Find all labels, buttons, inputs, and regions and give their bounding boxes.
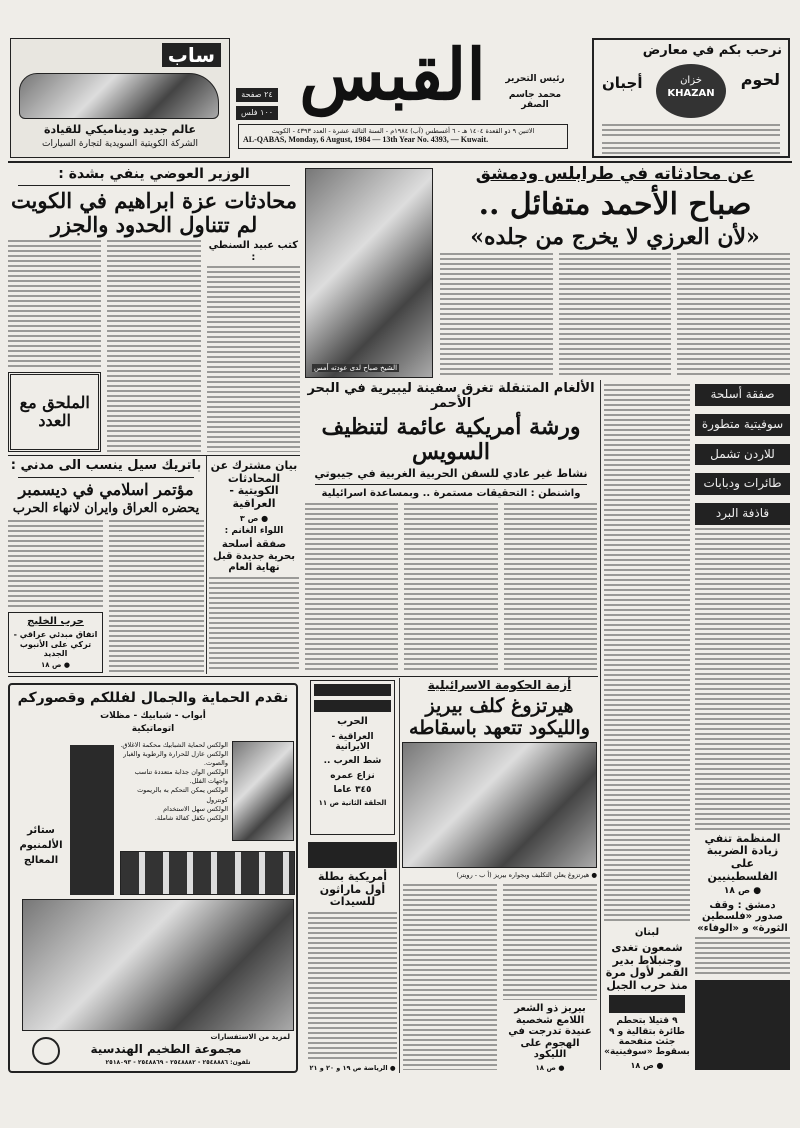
marathon-headline: أمريكية بطلة أول ماراثون للسيدات (318, 870, 387, 909)
qabas-box: الحرب العراقية - الايرانية شط العرب .. نزاع عمره ٣٤٥ عاما الحلقة الثانية ص ١١ (310, 680, 395, 835)
sabah-subhead: «لأن العرزي لا يخرج من جلده» (470, 224, 760, 251)
mines-subhead: نشاط غير عادي للسفن الحربية الغربية في جيبوتي (314, 467, 588, 481)
side-slogan: ستائر الألمنيوم المعالج (14, 823, 68, 868)
seale-headline: مؤتمر اسلامي في ديسمبر (18, 479, 194, 499)
navy-headline: صفقة أسلحة بحرية جديدة قبل نهاية العام (213, 539, 295, 574)
price: ١٠٠ فلس (236, 106, 278, 120)
gulf-box: حرب الخليج اتفاق مبدئي عراقي - تركي على الأنبوب الجديد ● ص ١٨ (8, 612, 103, 673)
supplement-box: الملحق مع العدد (8, 372, 101, 452)
iraq-story (8, 166, 300, 452)
sabah-kicker: عن محادثاته في طرابلس ودمشق (475, 164, 755, 184)
masthead-rule (8, 161, 792, 163)
sabah-story (440, 165, 790, 378)
soviet-headline: ٩ قتيلا بتحطم طائرة بتقالية و ٩ جثث متفحمة بسقوط «سوفينية» (604, 1016, 690, 1058)
lebanon-headline: شمعون تغدى وجنبلاط بدير القمر لأول مرة منذ حرب الجبل (605, 940, 689, 992)
saab-dealer: الشركة الكويتية السويدية لتجارة السيارات (41, 139, 198, 149)
saab-ad (10, 38, 230, 158)
khazan-logo: خزان KHAZAN (656, 64, 726, 118)
sabah-photo (305, 168, 433, 378)
joint-statement: بيان مشترك عن المحادثات الكويتية - العراقية (210, 459, 298, 510)
editor-name: محمد جاسم الصقر (508, 90, 562, 110)
herzog-peres-photo (402, 742, 597, 868)
seale-kicker: باتريك سيل ينسب الى مدني : (10, 458, 202, 473)
israel-story: أزمة الحكومة الاسرائيلية هيرتزوغ كلف بيريز والليكود تتعهد باسقاطه ● هيرتزوغ يعلن التكليف وبجواره بيريز (أ ب - رويتر) (402, 679, 597, 879)
right-column-b: صفقة أسلحة سوفيتية متطورة للاردن تشمل طائرات ودبابات قاذفة البرد المنظمة تنفي زيادة الضريبة على الفلسطينيين ● ص ١٨ دمشق : وقف صدور «فلسطين الثورة» و «الوفاء» (695, 384, 790, 1070)
editor-label: رئيس التحرير (505, 74, 565, 84)
seale-subhead: يحضره العراق وايران لانهاء الحرب (12, 501, 200, 517)
aluminum-ad: نقدم الحماية والجمال لفللكم وقصوركم أبواب - شبابيك - مظلات اتوماتيكية الولكس لحماية الشبابيك محكمة الاغلاق. الولكس عازل للحرارة والرطوبة والغبار والصوت. الولكس الوان جذابة متعددة تناسب واجهات الفلل. الولكس يمكن التحكم به بالريموت كونترول الولكس سهل الاستخدام الولكس تكفل كفالة شاملة. ستائر الألمنيوم المعالج لمزيد من الاستفسارات مجموعة الطخيم الهندسية تلفون: ٢٥٤٨٨٨٦ - ٢٥٤٨٨٨٢ - ٢٥٤٨٨٦٩ - ٢٥١٨٠٩٣ (8, 683, 298, 1073)
car-photo (19, 73, 219, 119)
israel-kicker: أزمة الحكومة الاسرائيلية (427, 678, 572, 692)
saab-brand: ساب (162, 43, 221, 67)
shutter-panel (70, 745, 114, 895)
israel-headline: هيرتزوغ كلف بيريز والليكود تتعهد باسقاطه (409, 694, 590, 739)
damascus-headline: دمشق : وقف صدور «فلسطين الثورة» و «الوفاء» (697, 899, 788, 934)
peres-column: بيريز ذو الشعر اللامع شخصية عنيدة تدرجت في الهجوم على الليكود ● ص ١٨ (503, 884, 597, 1072)
joint-column: بيان مشترك عن المحادثات الكويتية - العراقية ● ص ٣ اللواء الغانم : صفقة أسلحة بحرية جديدة قبل نهاية العام (209, 460, 299, 672)
sabah-headline: صباح الأحمد متفائل .. (478, 186, 752, 222)
saab-slogan: عالم جديد وديناميكي للقيادة (43, 123, 196, 136)
iraq-kicker: الوزير العوضي ينفي بشدة : (58, 166, 250, 182)
peres-headline: بيريز ذو الشعر اللامع شخصية عنيدة تدرجت في الهجوم على الليكود (508, 1003, 592, 1061)
company-logo (32, 1037, 60, 1065)
dateline: الاثنين ٩ ذو القعدة ١٤٠٤ هـ - ٦ أغسطس (آب) ١٩٨٤م - السنة الثالثة عشرة - العدد ٤٣٩٣ - الكويت AL-QABAS, Monday, 6 August, 1984 — 13th Year No. 4393, — Kuwait. (238, 124, 568, 149)
sabah-caption: الشيخ صباح لدى عودته أمس (314, 364, 398, 372)
khazan-ad: نرحب بكم في معارض لحوم أجبان خزان KHAZAN (592, 38, 790, 158)
iraq-byline: كتب عبيد السنطي : (208, 240, 299, 263)
pages-count: ٢٤ صفحة (236, 88, 278, 102)
mines-story (305, 382, 597, 672)
plo-headline: المنظمة تنفي زيادة الضريبة على الفلسطينيين (704, 831, 781, 883)
mines-kicker: الألغام المتنقلة تغرق سفينة ليبيرية في البحر الأحمر (307, 381, 595, 411)
company-name: مجموعة الطخيم الهندسية (90, 1042, 242, 1056)
feature-list: الولكس لحماية الشبابيك محكمة الاغلاق. الولكس عازل للحرارة والرطوبة والغبار والصوت. الولكس الوان جذابة متعددة تناسب واجهات الفلل. الولكس يمكن التحكم به بالريموت كونترول الولكس سهل الاستخدام الولكس تكفل كفالة شاملة. (120, 741, 228, 822)
newspaper-logo: القبس (299, 33, 486, 116)
sidebar-dark-box (695, 980, 790, 1070)
seale-story (8, 459, 204, 673)
right-column-a: لبنان شمعون تغدى وجنبلاط بدير القمر لأول مرة منذ حرب الجبل ٩ قتيلا بتحطم طائرة بتقالية و ٩ جثث متفحمة بسقوط «سوفينية» ● ص ١٨ (604, 384, 690, 1070)
iraq-headline: محادثات عزة ابراهيم في الكويت لم تتناول الحدود والجزر (10, 188, 298, 238)
mines-sub2: واشنطن : التحقيقات مستمرة .. وبمساعدة اسرائيلية (321, 488, 581, 500)
marathon-story: أمريكية بطلة أول ماراثون للسيدات ● الرياضة ص ١٩ و ٢٠ و ٢١ (308, 842, 397, 1072)
mines-headline: ورشة أمريكية عائمة لتنظيف السويس (321, 413, 581, 466)
